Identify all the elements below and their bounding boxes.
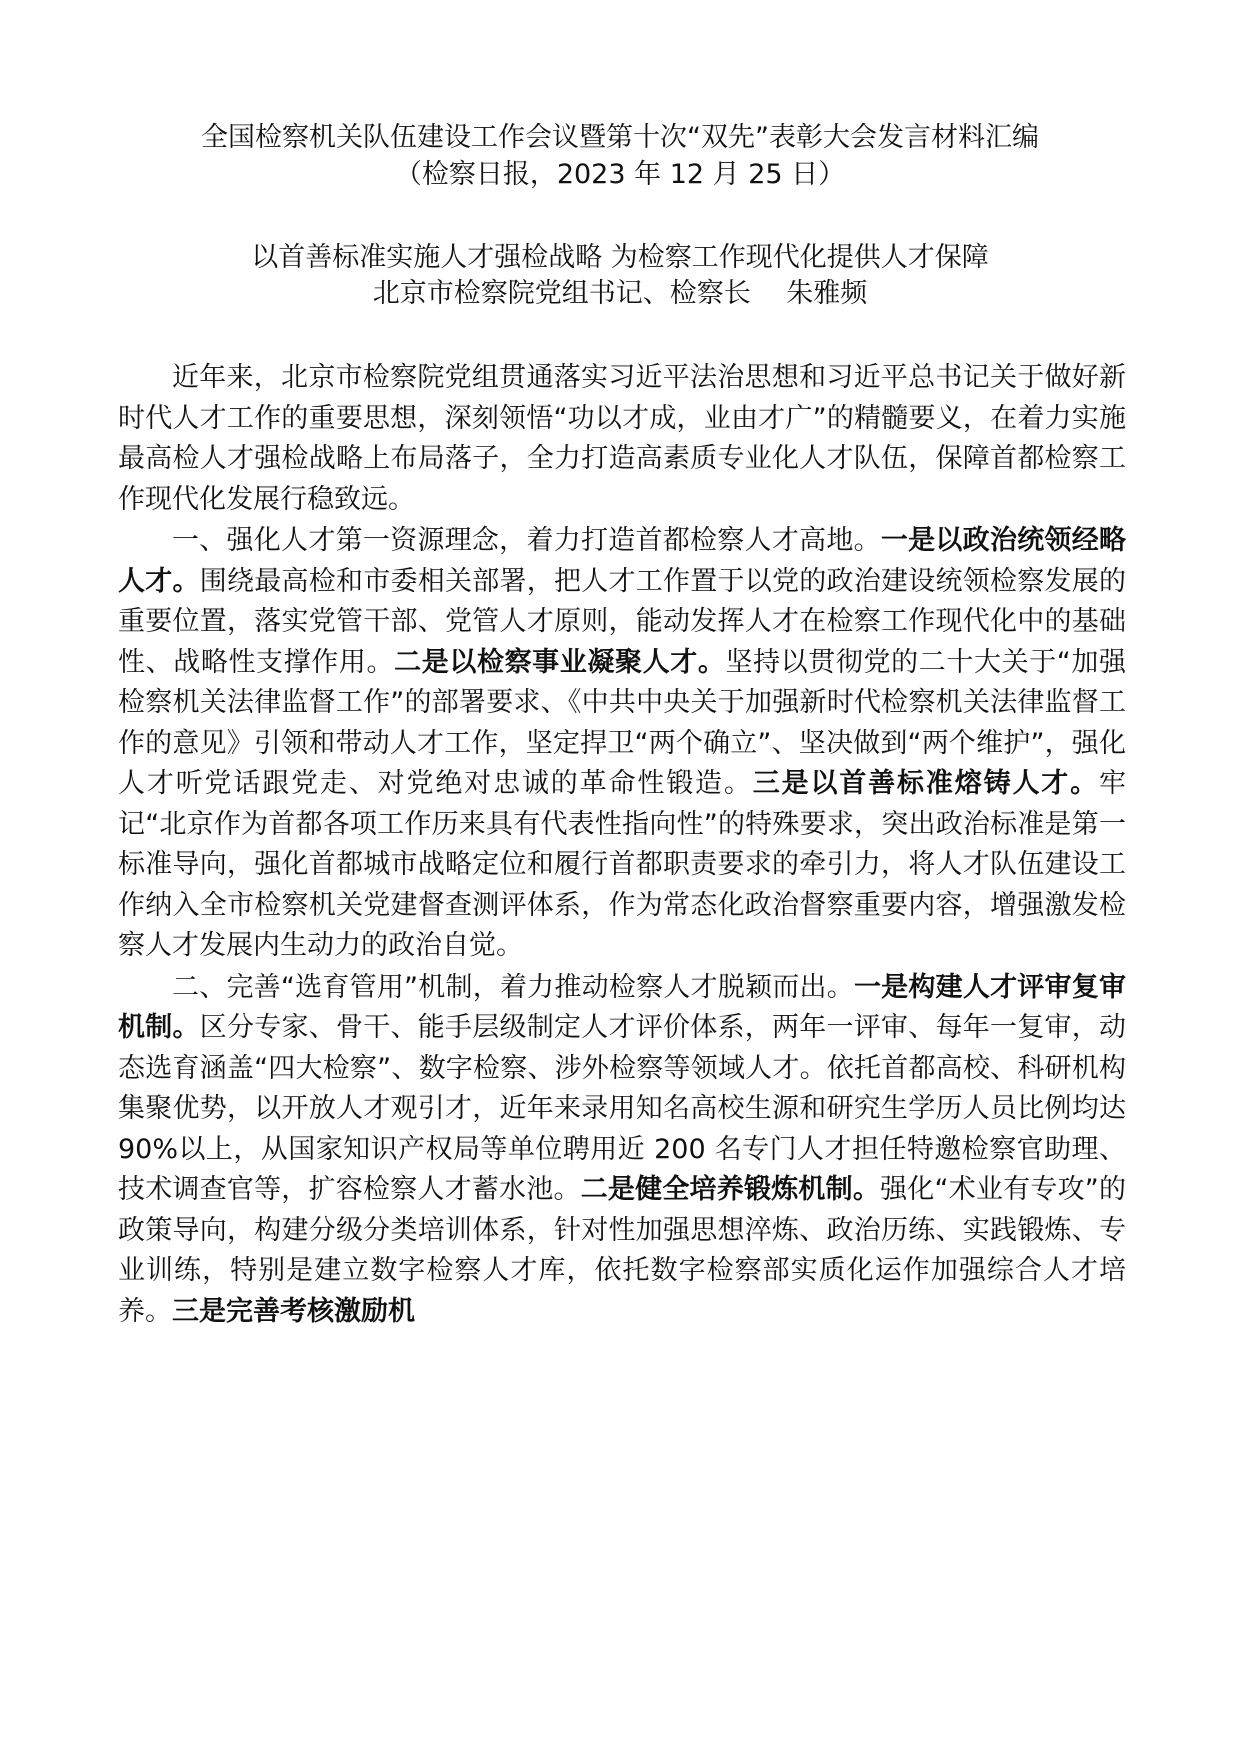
paragraph-text: 近年来，北京市检察院党组贯通落实习近平法治思想和习近平总书记关于做好新时代人才工作的重要思想，深刻领悟“功以才成，业由才广”的精髓要义，在着力实施最高检人才强检战略上布局落子，全力打造高素质专业化人才队伍，保障首都检察工作现代化发展行稳致远。	[118, 362, 1126, 515]
article-title: 以首善标准实施人才强检战略 为检察工作现代化提供人才保障	[251, 242, 989, 273]
paragraph-text: 一、强化人才第一资源理念，着力打造首都检察人才高地。	[172, 525, 881, 556]
paragraph-text: 坚持以贯彻党的二十大关于“加强检察机关法律监督工作”的部署要求、《中共中央关于加强新时代检察机关法律监督工作的意见》引领和带动人才工作，坚定捍卫“两个确立”、坚决做到“两个维护”，强化人才听党话跟党走、对党绝对忠诚的革命性锻造。	[118, 646, 1127, 799]
paragraph-text: 围绕最高检和市委相关部署，把人才工作置于以党的政治建设统领检察发展的重要位置，落实党管干部、党管人才原则，能动发挥人才在检察工作现代化中的基础性、战略性支撑作用。	[118, 565, 1126, 678]
document-source-line: （检察日报，2023 年 12 月 25 日）	[394, 159, 846, 190]
paragraph	[118, 358, 1126, 520]
bold-point: 二是健全培养锻炼机制。	[580, 1174, 881, 1205]
paragraph-text: 强化“术业有专攻”的政策导向，构建分级分类培训体系，针对性加强思想淬炼、政治历练、实践锻炼、专业训练，特别是建立数字检察人才库，依托数字检察部实质化运作加强综合人才培养。	[118, 1174, 1127, 1327]
bold-point: 一是构建人才评审复审机制。	[118, 971, 1126, 1043]
article-body	[118, 358, 1126, 1333]
bold-point: 三是以首善标准熔铸人才。	[752, 768, 1100, 799]
paragraph-text: 区分专家、骨干、能手层级制定人才评价体系，两年一评审、每年一复审，动态选育涵盖“四大检察”、数字检察、涉外检察等领域人才。依托首都高校、科研机构集聚优势，以开放人才观引才，近年来录用知名高校生源和研究生学历人员比例均达 90%以上，从国家知识产权局等单位聘用近 200 名专门人才担任特邀检察官助理、技术调查官等，扩容检察人才蓄水池。	[118, 1012, 1126, 1205]
bold-point: 一是以政治统领经略人才。	[118, 525, 1127, 597]
bold-point: 三是完善考核激励机	[172, 1295, 415, 1327]
paragraph-text: 二、完善“选育管用”机制，着力推动检察人才脱颖而出。	[172, 971, 854, 1003]
paragraph-text: 牢记“北京作为首都各项工作历来具有代表性指向性”的特殊要求，突出政治标准是第一标准导向，强化首都城市战略定位和履行首都职责要求的牵引力，将人才队伍建设工作纳入全市检察机关党建督查测评体系，作为常态化政治督察重要内容，增强激发检察人才发展内生动力的政治自觉。	[118, 768, 1127, 961]
paragraph	[118, 968, 1126, 1333]
paragraph	[118, 521, 1126, 967]
document-header-title: 全国检察机关队伍建设工作会议暨第十次“双先”表彰大会发言材料汇编	[201, 122, 1039, 153]
article-author: 北京市检察院党组书记、检察长 朱雅频	[372, 278, 868, 309]
bold-point: 二是以检察事业凝聚人才。	[394, 646, 726, 678]
